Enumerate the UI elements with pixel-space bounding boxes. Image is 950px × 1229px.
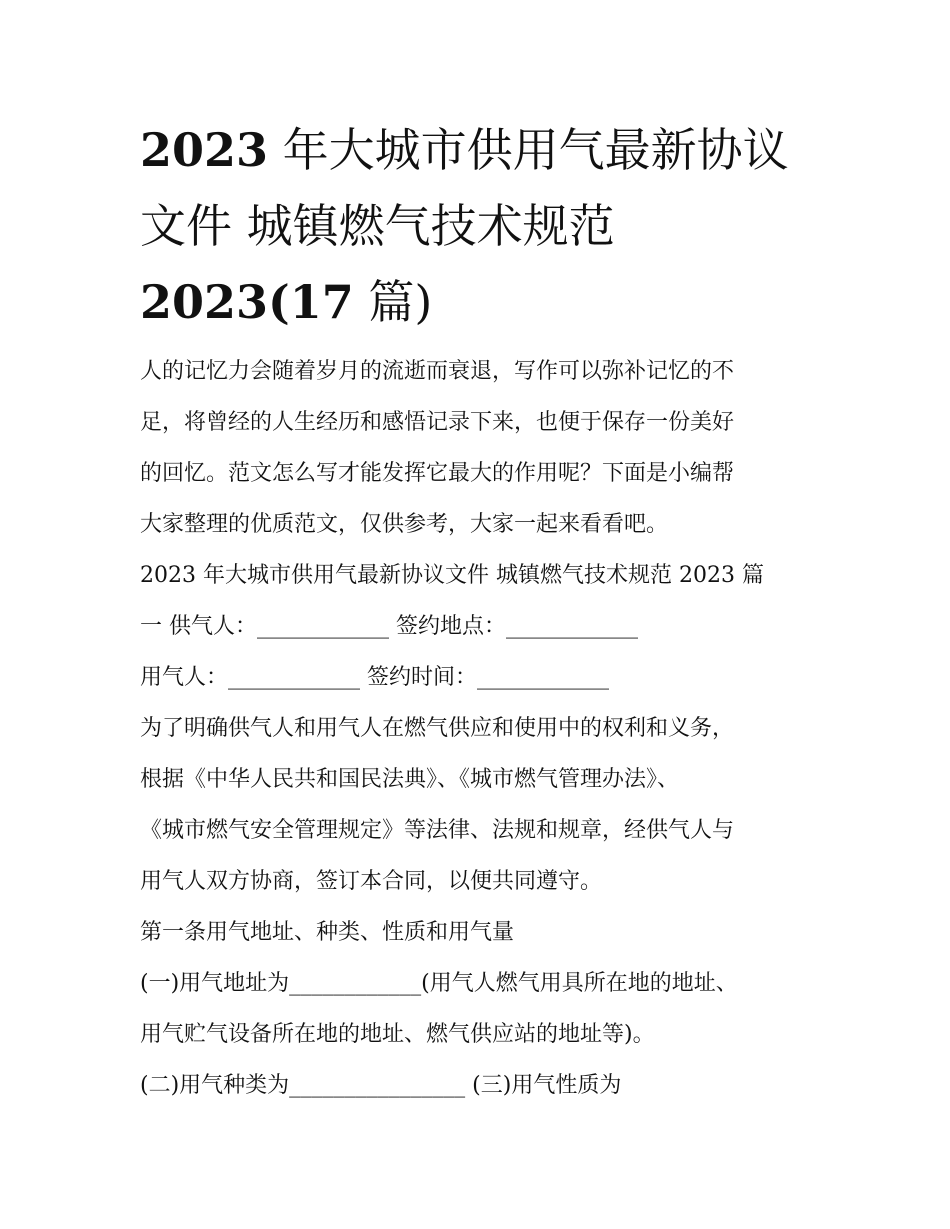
body-line: 一 供气人：____________ 签约地点：____________ [140, 614, 638, 639]
body-line: (一)用气地址为____________(用气人燃气用具所在地的地址、 [140, 971, 738, 996]
body-line: 大家整理的优质范文，仅供参考，大家一起来看看吧。 [140, 512, 669, 537]
title-line-2 [140, 188, 820, 264]
title-number: 2023 [140, 123, 269, 177]
body-line: 为了明确供气人和用气人在燃气供应和使用中的权利和义务， [140, 716, 735, 741]
body-line: 用气人：____________ 签约时间：____________ [140, 665, 609, 690]
document-title [140, 112, 820, 340]
document-page [140, 112, 820, 1111]
body-line: 用气贮气设备所在地的地址、燃气供应站的地址等)。 [140, 1022, 655, 1047]
title-line-1 [140, 112, 820, 188]
title-text: 文件 城镇燃气技术规范 [140, 199, 615, 253]
body-line: 足，将曾经的人生经历和感悟记录下来，也便于保存一份美好 [140, 410, 735, 435]
title-line-3 [140, 264, 820, 340]
body-line: 根据《中华人民共和国民法典》、《城市燃气管理办法》、 [140, 767, 680, 792]
title-text: 篇) [353, 275, 433, 329]
title-text: 年大城市供用气最新协议 [268, 123, 789, 177]
title-number: 2023(17 [140, 275, 354, 329]
body-line: 《城市燃气安全管理规定》等法律、法规和规章，经供气人与 [140, 818, 735, 843]
body-line: 2023 年大城市供用气最新协议文件 城镇燃气技术规范 2023 篇 [140, 563, 764, 588]
body-line: (二)用气种类为________________ (三)用气性质为 [140, 1073, 622, 1098]
document-body [140, 346, 820, 1111]
body-line: 用气人双方协商，签订本合同，以便共同遵守。 [140, 869, 603, 894]
body-line: 的回忆。范文怎么写才能发挥它最大的作用呢？下面是小编帮 [140, 461, 735, 486]
body-line: 人的记忆力会随着岁月的流逝而衰退，写作可以弥补记忆的不 [140, 359, 735, 384]
body-line: 第一条用气地址、种类、性质和用气量 [140, 920, 515, 945]
